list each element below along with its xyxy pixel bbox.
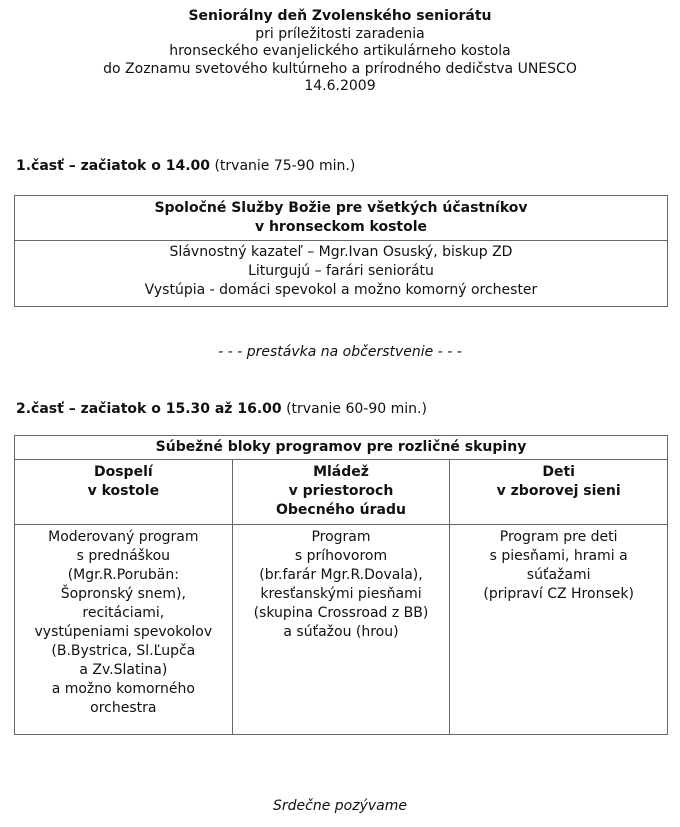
part1-head-line: v hronseckom kostole [254, 219, 428, 235]
group-head-line: Mládež [313, 464, 369, 480]
group-youth-body [232, 525, 450, 735]
part1-heading [16, 158, 355, 174]
group-body-line: a súťažou (hrou) [283, 624, 399, 640]
header-title: Seniorálny deň Zvolenského seniorátu [188, 8, 492, 24]
group-adults-head [15, 460, 233, 525]
group-head-line: Obecného úradu [276, 502, 406, 518]
group-body-line: Program [311, 529, 371, 545]
group-youth-head [232, 460, 450, 525]
group-body-line: súťažami [526, 567, 591, 583]
part1-table-head [15, 196, 668, 241]
part1-body-line: Liturgujú – farári seniorátu [248, 263, 434, 279]
header-line: hronseckého evanjelického artikulárneho kostola [169, 43, 511, 59]
group-body-line: Moderovaný program [48, 529, 199, 545]
group-head-line: Dospelí [93, 464, 153, 480]
part1-table-body [15, 241, 668, 307]
group-children-body [450, 525, 668, 735]
group-body-line: s piesňami, hrami a [489, 548, 628, 564]
part1-body-line: Slávnostný kazateľ – Mgr.Ivan Osuský, biskup ZD [169, 244, 513, 260]
group-body-line: s prednáškou [76, 548, 171, 564]
part1-body-line: Vystúpia - domáci spevokol a možno komorný orchester [144, 282, 538, 298]
group-body-line: orchestra [90, 700, 157, 716]
group-body-line: kresťanskými piesňami [260, 586, 422, 602]
group-body-line: vystúpeniami spevokolov [34, 624, 213, 640]
part2-heading [16, 401, 427, 417]
part2-table [14, 435, 668, 735]
group-adults-body [15, 525, 233, 735]
part2-banner: Súbežné bloky programov pre rozličné skupiny [15, 436, 668, 460]
group-head-line: v zborovej sieni [496, 483, 621, 499]
closing-invitation: Srdečne pozývame [273, 798, 407, 814]
group-body-line: (Mgr.R.Porubän: [67, 567, 179, 583]
part1-title: 1.časť – začiatok o 14.00 [16, 158, 210, 174]
group-body-line: (B.Bystrica, Sl.Ľupča [51, 643, 196, 659]
group-head-line: Deti [542, 464, 575, 480]
group-body-line: a možno komorného [51, 681, 195, 697]
group-head-line: v priestoroch [288, 483, 394, 499]
group-head-line: v kostole [87, 483, 160, 499]
header-line: do Zoznamu svetového kultúrneho a prírodného dedičstva UNESCO [103, 60, 577, 77]
part1-head-line: Spoločné Služby Božie pre všetkých účastníkov [154, 200, 528, 216]
group-body-line: s príhovorom [294, 548, 388, 564]
header-line: pri príležitosti zaradenia [255, 25, 425, 42]
part1-duration: (trvanie 75-90 min.) [214, 158, 356, 174]
group-body-line: (skupina Crossroad z BB) [253, 605, 429, 621]
pause-note: - - - prestávka na občerstvenie - - - [218, 344, 462, 360]
group-body-line: recitáciami, [82, 605, 165, 621]
part1-table [14, 195, 668, 307]
group-body-line: (pripraví CZ Hronsek) [483, 586, 634, 602]
header-date: 14.6.2009 [304, 78, 376, 94]
group-children-head [450, 460, 668, 525]
group-body-line: Program pre deti [499, 529, 618, 545]
group-body-line: Šopronský snem), [60, 586, 186, 602]
invitation-header [0, 8, 680, 96]
part2-duration: (trvanie 60-90 min.) [286, 401, 427, 417]
group-body-line: a Zv.Slatina) [79, 662, 168, 678]
group-body-line: (br.farár Mgr.R.Dovala), [259, 567, 423, 583]
part2-title: 2.časť – začiatok o 15.30 až 16.00 [16, 401, 282, 417]
